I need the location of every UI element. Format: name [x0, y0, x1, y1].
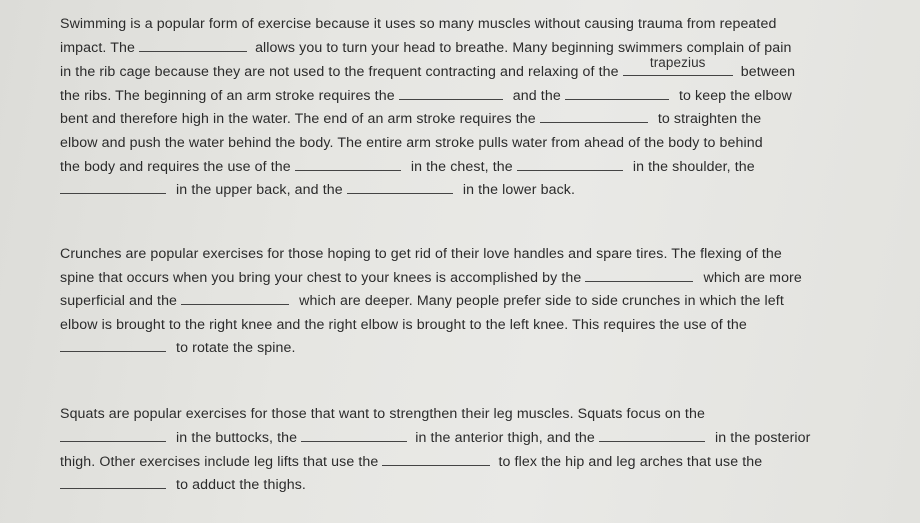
- text-line: [60, 157, 755, 177]
- answer-blank[interactable]: [347, 181, 453, 194]
- text-line: [60, 475, 306, 495]
- text: thigh. Other exercises include leg lifts that use the: [60, 454, 379, 470]
- answer-blank[interactable]: [301, 429, 407, 442]
- answer-blank[interactable]: [399, 87, 503, 100]
- answer-blank[interactable]: [60, 181, 166, 194]
- text: to adduct the thighs.: [176, 477, 306, 493]
- text-line: [60, 338, 296, 358]
- text-line: [60, 109, 761, 129]
- text: which are more: [703, 270, 802, 286]
- text-line: [60, 268, 802, 288]
- answer-blank[interactable]: [139, 39, 247, 52]
- answer-blank[interactable]: [517, 158, 623, 171]
- text: in the chest, the: [410, 159, 513, 175]
- text: Crunches are popular exercises for those hoping to get rid of their love handles and spare tires. The flexing of the: [60, 246, 782, 262]
- text: and the: [512, 88, 561, 104]
- text-line: [60, 86, 792, 106]
- text: bent and therefore high in the water. The end of an arm stroke requires the: [60, 111, 536, 127]
- text: Swimming is a popular form of exercise because it uses so many muscles without causing trauma from repeated: [60, 16, 777, 32]
- text: allows you to turn your head to breathe. Many beginning swimmers complain of pain: [255, 40, 792, 56]
- answer-blank[interactable]: [60, 429, 166, 442]
- text: in the upper back, and the: [176, 182, 343, 198]
- text: to rotate the spine.: [176, 340, 296, 356]
- text: impact. The: [60, 40, 135, 56]
- text: elbow is brought to the right knee and the right elbow is brought to the left knee. This requires the use of the: [60, 317, 747, 333]
- text: to keep the elbow: [678, 88, 792, 104]
- text: in the anterior thigh, and the: [415, 430, 595, 446]
- text-line: [60, 452, 762, 472]
- text-line: [60, 244, 782, 264]
- text-line: [60, 291, 784, 311]
- handwritten-answer: trapezius: [649, 55, 706, 70]
- text-line: [60, 180, 575, 200]
- answer-blank[interactable]: [60, 339, 166, 352]
- text-line: [60, 14, 776, 34]
- answer-blank[interactable]: [540, 110, 648, 123]
- text: elbow and push the water behind the body. The entire arm stroke pulls water from ahead of the body to behind: [60, 135, 763, 151]
- answer-blank[interactable]: [382, 453, 490, 466]
- text: Squats are popular exercises for those that want to strengthen their leg muscles. Squats focus on the: [60, 406, 705, 422]
- text: the body and requires the use of the: [60, 159, 291, 175]
- text: superficial and the: [60, 293, 178, 309]
- answer-blank[interactable]: [181, 292, 289, 305]
- text-line: [60, 55, 796, 82]
- answer-blank[interactable]: [585, 269, 693, 282]
- text: in the rib cage because they are not used to the frequent contracting and relaxing of the: [60, 64, 619, 80]
- text: in the buttocks, the: [176, 430, 298, 446]
- text: to straighten the: [657, 111, 762, 127]
- text-line: [60, 315, 747, 335]
- text-line: [60, 133, 763, 153]
- answer-blank[interactable]: [295, 158, 401, 171]
- text: in the shoulder, the: [632, 159, 755, 175]
- text: spine that occurs when you bring your chest to your knees is accomplished by the: [60, 270, 582, 286]
- answer-blank[interactable]: [599, 429, 705, 442]
- text: in the posterior: [715, 430, 811, 446]
- answer-blank[interactable]: [60, 476, 166, 489]
- text: between: [740, 64, 796, 80]
- text: the ribs. The beginning of an arm stroke requires the: [60, 88, 395, 104]
- answer-blank-filled[interactable]: [623, 55, 733, 76]
- text: which are deeper. Many people prefer side to side crunches in which the left: [299, 293, 784, 309]
- answer-blank[interactable]: [565, 87, 669, 100]
- text: in the lower back.: [462, 182, 576, 198]
- text-line: [60, 404, 705, 424]
- text-line: [60, 428, 810, 448]
- text: to flex the hip and leg arches that use the: [498, 454, 763, 470]
